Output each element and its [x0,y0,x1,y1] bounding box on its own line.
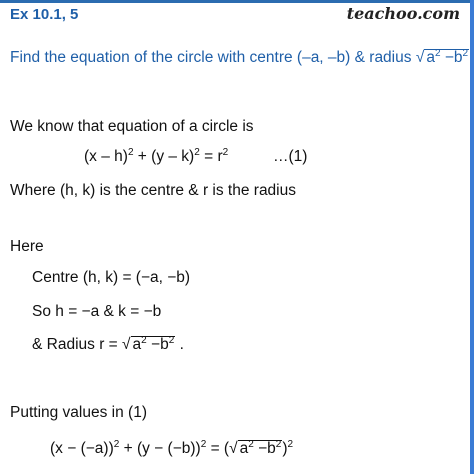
radicand-b-exp: 2 [462,48,469,59]
question-text [10,49,469,67]
centre-line: Centre (h, k) = (−a, −b) [32,269,191,286]
radius-line: & Radius r = √ $a^2 -b^2$ . [32,335,184,353]
radicand-mid: −b [440,49,463,66]
so-line: So h = −a & k = −b [32,303,162,320]
sqrt-radius-value: √ $a^2 -b^2$ [122,335,175,353]
question-prefix: Find the equation of the circle with centre (–a, –b) & radius [10,49,416,66]
teachoo-logo: teachoo.com [346,4,460,23]
here-label: Here [10,238,44,255]
known-equation-line: We know that equation of a circle is [10,118,254,135]
equation-ref: …(1) [273,148,308,165]
sqrt-final: √ $a^2 -b^2$ [229,439,282,457]
exercise-title: Ex 10.1, 5 [10,6,79,23]
putting-values-line: Putting values in (1) [10,404,147,421]
sqrt-radius: √ $a^2 -b^2$ [415,48,469,66]
right-edge-bar [470,0,474,474]
circle-equation: $(x - h)^2 + (y - k)^2 = r^2$ [84,147,229,165]
where-line: Where (h, k) is the centre & r is the radius [10,182,296,199]
radicand-a: a [426,49,435,66]
top-rule [0,0,474,3]
final-equation: $(x - (-a))^2 + (y - (-b))^2$ = (√ $a^2 -b^2)^2$ [50,439,294,457]
